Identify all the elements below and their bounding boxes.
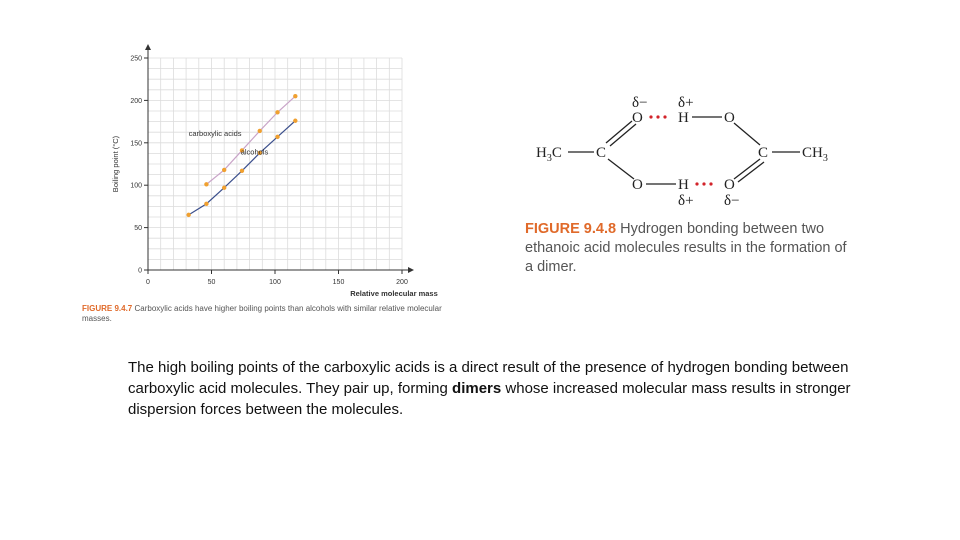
atom-o-top-left: O bbox=[632, 110, 643, 126]
bond-c-o-double-c bbox=[734, 159, 760, 179]
y-axis-label: Boiling point (°C) bbox=[111, 135, 120, 193]
atom-h-top: H bbox=[678, 110, 689, 126]
hbond-dot bbox=[702, 182, 705, 185]
atom-c-right: C bbox=[758, 145, 769, 161]
x-tick-label: 50 bbox=[207, 279, 216, 286]
hbond-dot bbox=[663, 115, 666, 118]
atom-c-left: C bbox=[596, 145, 607, 161]
atom-o-bottom-left: O bbox=[632, 177, 643, 193]
x-axis-arrow bbox=[408, 267, 414, 273]
data-point bbox=[275, 135, 279, 139]
atom-o-bottom-right: O bbox=[724, 177, 735, 193]
data-point bbox=[186, 213, 190, 217]
data-point bbox=[275, 110, 279, 114]
atom-h3-left: $H_3C$ bbox=[536, 145, 562, 164]
data-point bbox=[240, 169, 244, 173]
delta-plus-top: δ+ bbox=[678, 95, 694, 111]
delta-minus-bottom: δ− bbox=[724, 193, 740, 209]
bond-c-o-double-b bbox=[610, 124, 636, 146]
y-tick-label: 250 bbox=[130, 55, 142, 63]
explanation-paragraph bbox=[128, 357, 868, 420]
y-tick-label: 150 bbox=[130, 140, 142, 148]
figure-948-caption bbox=[525, 220, 855, 277]
chart-svg bbox=[80, 38, 460, 308]
data-point bbox=[222, 186, 226, 190]
data-point bbox=[204, 202, 208, 206]
data-point bbox=[293, 119, 297, 123]
x-tick-label: 100 bbox=[269, 279, 281, 286]
figure-947-caption bbox=[82, 304, 462, 324]
x-tick-label: 150 bbox=[332, 279, 345, 286]
atom-h-bottom: H bbox=[678, 177, 689, 193]
series-label: carboxylic acids bbox=[188, 129, 242, 139]
y-tick-label: 200 bbox=[130, 97, 142, 105]
series-line-carboxylic-acids bbox=[206, 96, 295, 184]
y-axis-arrow bbox=[145, 44, 151, 50]
data-point bbox=[293, 94, 297, 98]
y-tick-label: 50 bbox=[134, 225, 142, 233]
delta-plus-bottom: δ+ bbox=[678, 193, 694, 209]
data-point bbox=[222, 168, 226, 172]
y-tick-label: 100 bbox=[130, 182, 142, 190]
figure-947-label: FIGURE 9.4.7 bbox=[82, 304, 133, 313]
bond-c-o-double-a bbox=[606, 121, 632, 143]
hbond-dot bbox=[656, 115, 659, 118]
y-tick-label: 0 bbox=[138, 267, 142, 275]
figure-948-text: Hydrogen bonding between two ethanoic acid molecules results in the formation of a dimer. bbox=[525, 221, 847, 275]
delta-minus-top: δ− bbox=[632, 95, 648, 111]
data-point bbox=[258, 129, 262, 133]
series-label: alcohols bbox=[240, 147, 269, 157]
atom-ch3-right: $CH_3$ bbox=[802, 145, 828, 164]
atom-o-top-right: O bbox=[724, 110, 735, 126]
hbond-dot bbox=[649, 115, 652, 118]
x-tick-label: 200 bbox=[396, 279, 408, 286]
figure-948-label: FIGURE 9.4.8 bbox=[525, 221, 617, 237]
boiling-point-chart bbox=[80, 38, 460, 328]
bond-c-o-double-d bbox=[738, 162, 764, 182]
hbond-dot bbox=[709, 182, 712, 185]
hbond-dot bbox=[695, 182, 698, 185]
body-text-start: The high boiling points of the carboxylic acids is a direct result of the presence of hydrogen bonding between carboxylic acid molecules. They pair up, forming bbox=[128, 359, 849, 397]
data-point bbox=[204, 182, 208, 186]
body-text-end: whose increased molecular mass results in stronger dispersion forces between the molecules. bbox=[128, 380, 851, 418]
body-bold-dimers: dimers bbox=[452, 380, 502, 397]
x-axis-label: Relative molecular mass bbox=[350, 289, 438, 298]
figure-947-text: Carboxylic acids have higher boiling points than alcohols with similar relative molecular masses. bbox=[82, 304, 442, 323]
bond-c-o-single-left bbox=[608, 159, 634, 179]
ethanoic-acid-dimer-diagram bbox=[520, 85, 840, 215]
x-tick-label: 0 bbox=[146, 279, 150, 286]
bond-o-c-single-right bbox=[734, 123, 760, 145]
